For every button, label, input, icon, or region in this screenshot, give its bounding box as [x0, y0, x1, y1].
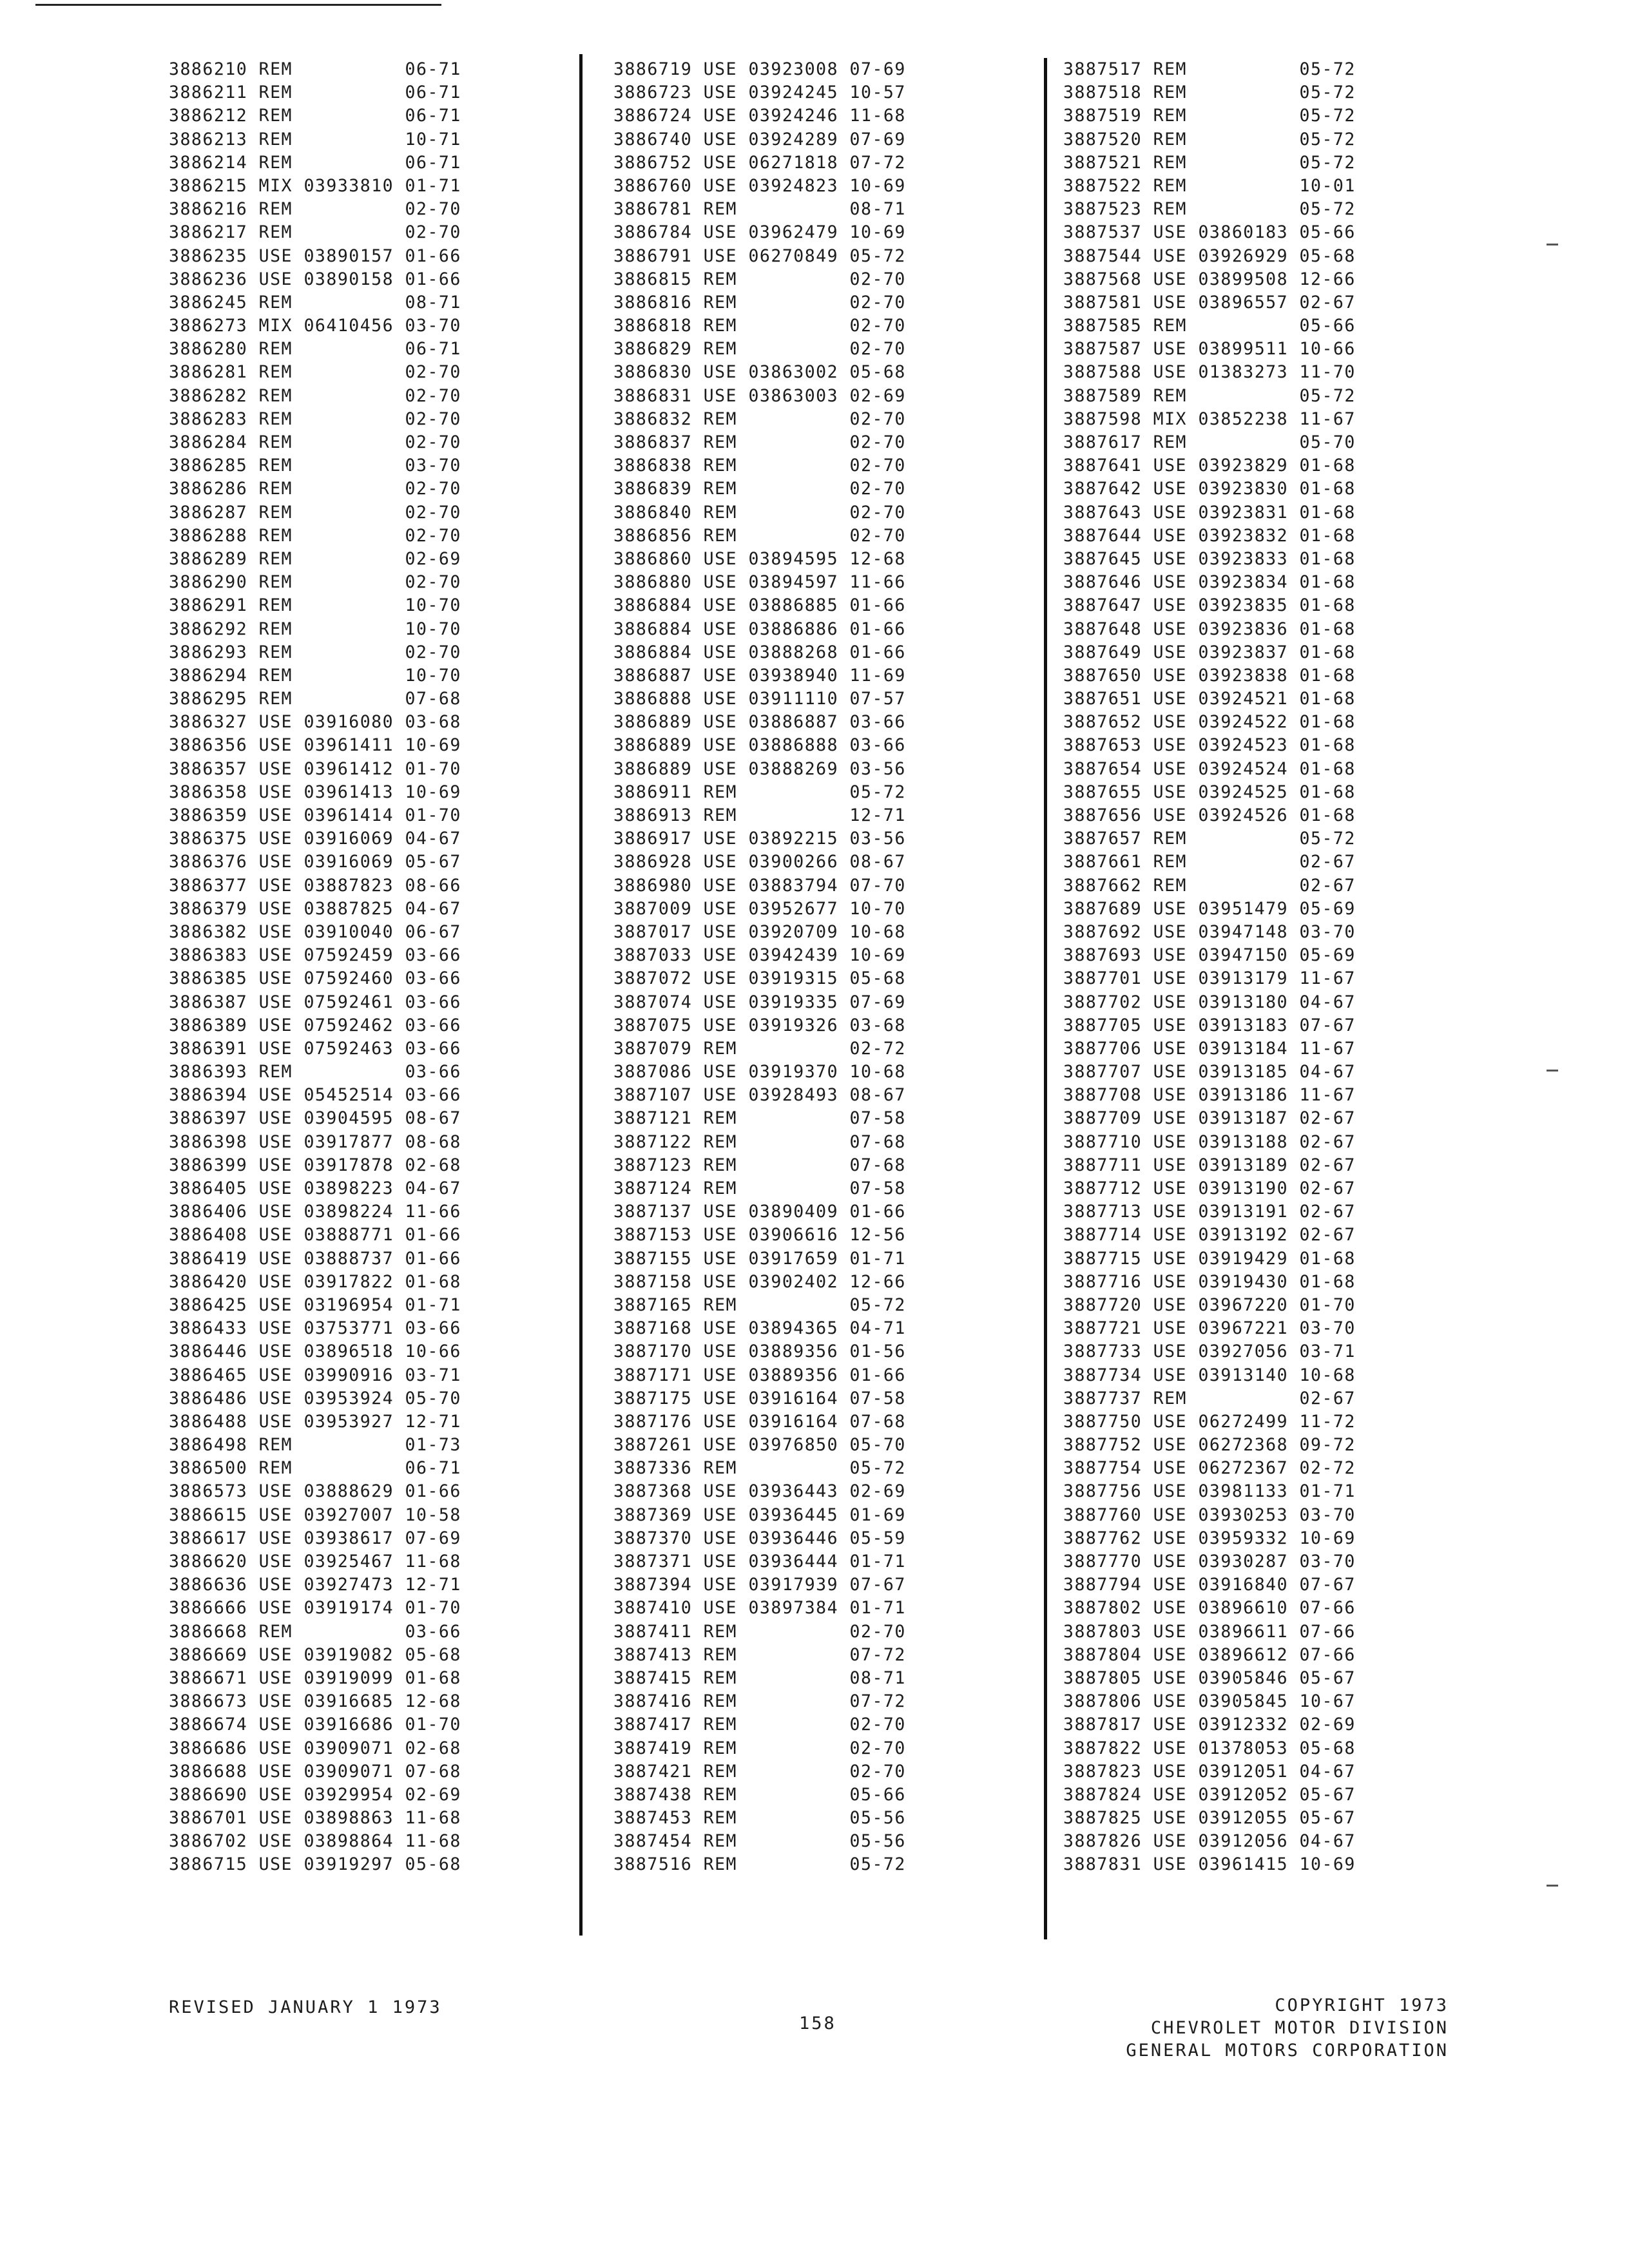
part-row: 3887648 USE 03923836 01-68: [1063, 619, 1356, 639]
margin-mark: [1547, 244, 1558, 245]
part-row: 3887168 USE 03894365 04-71: [613, 1318, 906, 1339]
part-row: 3887124 REM 07-58: [613, 1178, 906, 1198]
part-row: 3886213 REM 10-71: [169, 129, 461, 149]
part-row: 3886217 REM 02-70: [169, 222, 461, 243]
part-row: 3887411 REM 02-70: [613, 1621, 906, 1642]
part-row: 3886286 REM 02-70: [169, 479, 461, 499]
part-row: 3887009 USE 03952677 10-70: [613, 898, 906, 919]
part-row: 3887705 USE 03913183 07-67: [1063, 1015, 1356, 1035]
part-row: 3886394 USE 05452514 03-66: [169, 1085, 461, 1106]
part-row: 3886760 USE 03924823 10-69: [613, 175, 906, 196]
part-row: 3887655 USE 03924525 01-68: [1063, 782, 1356, 802]
part-row: 3886880 USE 03894597 11-66: [613, 572, 906, 593]
part-row: 3886389 USE 07592462 03-66: [169, 1015, 461, 1035]
part-row: 3886398 USE 03917877 08-68: [169, 1131, 461, 1152]
part-row: 3887716 USE 03919430 01-68: [1063, 1271, 1356, 1292]
part-row: 3887657 REM 05-72: [1063, 829, 1356, 849]
part-row: 3887794 USE 03916840 07-67: [1063, 1575, 1356, 1595]
part-row: 3887176 USE 03916164 07-68: [613, 1411, 906, 1432]
part-row: 3887708 USE 03913186 11-67: [1063, 1085, 1356, 1106]
part-row: 3886701 USE 03898863 11-68: [169, 1808, 461, 1829]
part-row: 3887692 USE 03947148 03-70: [1063, 921, 1356, 942]
part-row: 3887419 REM 02-70: [613, 1738, 906, 1758]
part-row: 3887417 REM 02-70: [613, 1715, 906, 1735]
part-row: 3886832 REM 02-70: [613, 408, 906, 429]
part-row: 3886289 REM 02-69: [169, 548, 461, 569]
part-row: 3887410 USE 03897384 01-71: [613, 1598, 906, 1619]
part-row: 3887693 USE 03947150 05-69: [1063, 945, 1356, 966]
part-row: 3887158 USE 03902402 12-66: [613, 1271, 906, 1292]
part-row: 3887646 USE 03923834 01-68: [1063, 572, 1356, 593]
part-row: 3886216 REM 02-70: [169, 199, 461, 220]
part-row: 3887822 USE 01378053 05-68: [1063, 1738, 1356, 1758]
part-row: 3887656 USE 03924526 01-68: [1063, 805, 1356, 825]
part-row: 3887171 USE 03889356 01-66: [613, 1365, 906, 1385]
part-row: 3887713 USE 03913191 02-67: [1063, 1202, 1356, 1222]
part-row: 3887709 USE 03913187 02-67: [1063, 1108, 1356, 1129]
part-row: 3887415 REM 08-71: [613, 1667, 906, 1688]
part-row: 3887438 REM 05-66: [613, 1784, 906, 1805]
part-row: 3887715 USE 03919429 01-68: [1063, 1248, 1356, 1269]
part-row: 3886671 USE 03919099 01-68: [169, 1667, 461, 1688]
part-row: 3887643 USE 03923831 01-68: [1063, 502, 1356, 523]
part-row: 3887336 REM 05-72: [613, 1458, 906, 1479]
part-row: 3887122 REM 07-68: [613, 1131, 906, 1152]
part-row: 3886669 USE 03919082 05-68: [169, 1644, 461, 1665]
part-row: 3887617 REM 05-70: [1063, 432, 1356, 452]
part-row: 3887170 USE 03889356 01-56: [613, 1341, 906, 1362]
part-row: 3886283 REM 02-70: [169, 408, 461, 429]
part-row: 3886928 USE 03900266 08-67: [613, 852, 906, 872]
part-row: 3887756 USE 03981133 01-71: [1063, 1481, 1356, 1502]
part-row: 3887706 USE 03913184 11-67: [1063, 1038, 1356, 1059]
part-row: 3886281 REM 02-70: [169, 362, 461, 383]
part-row: 3886236 USE 03890158 01-66: [169, 269, 461, 289]
part-row: 3887153 USE 03906616 12-56: [613, 1225, 906, 1245]
part-row: 3887086 USE 03919370 10-68: [613, 1062, 906, 1082]
part-row: 3887137 USE 03890409 01-66: [613, 1202, 906, 1222]
part-row: 3886636 USE 03927473 12-71: [169, 1575, 461, 1595]
part-row: 3886376 USE 03916069 05-67: [169, 852, 461, 872]
part-row: 3887710 USE 03913188 02-67: [1063, 1131, 1356, 1152]
part-row: 3887642 USE 03923830 01-68: [1063, 479, 1356, 499]
part-row: 3886285 REM 03-70: [169, 456, 461, 476]
copyright-block: [1126, 1994, 1449, 2062]
part-row: 3886273 MIX 06410456 03-70: [169, 316, 461, 336]
part-row: 3886375 USE 03916069 04-67: [169, 829, 461, 849]
part-row: 3886829 REM 02-70: [613, 339, 906, 360]
part-row: 3886617 USE 03938617 07-69: [169, 1528, 461, 1548]
part-row: 3887454 REM 05-56: [613, 1831, 906, 1852]
part-row: 3886816 REM 02-70: [613, 292, 906, 312]
part-row: 3887394 USE 03917939 07-67: [613, 1575, 906, 1595]
part-row: 3887720 USE 03967220 01-70: [1063, 1294, 1356, 1315]
part-row: 3887644 USE 03923832 01-68: [1063, 525, 1356, 546]
part-row: 3887371 USE 03936444 01-71: [613, 1552, 906, 1571]
part-row: 3886668 REM 03-66: [169, 1621, 461, 1642]
part-row: 3886838 REM 02-70: [613, 456, 906, 476]
part-row: 3887519 REM 05-72: [1063, 106, 1356, 126]
part-row: 3886815 REM 02-70: [613, 269, 906, 289]
part-row: 3887585 REM 05-66: [1063, 316, 1356, 336]
part-row: 3886284 REM 02-70: [169, 432, 461, 452]
part-row: 3886393 REM 03-66: [169, 1062, 461, 1082]
part-row: 3886294 REM 10-70: [169, 665, 461, 686]
part-row: 3886210 REM 06-71: [169, 59, 461, 79]
part-row: 3887825 USE 03912055 05-67: [1063, 1808, 1356, 1829]
part-row: 3887588 USE 01383273 11-70: [1063, 362, 1356, 383]
part-row: 3887544 USE 03926929 05-68: [1063, 245, 1356, 266]
part-row: 3886293 REM 02-70: [169, 642, 461, 662]
part-row: 3886486 USE 03953924 05-70: [169, 1388, 461, 1408]
part-row: 3886211 REM 06-71: [169, 82, 461, 103]
part-row: 3886419 USE 03888737 01-66: [169, 1248, 461, 1269]
part-row: 3886818 REM 02-70: [613, 316, 906, 336]
part-row: 3887453 REM 05-56: [613, 1808, 906, 1829]
part-row: 3886465 USE 03990916 03-71: [169, 1365, 461, 1385]
part-row: 3886889 USE 03886888 03-66: [613, 735, 906, 756]
part-row: 3886791 USE 06270849 05-72: [613, 245, 906, 266]
part-row: 3887033 USE 03942439 10-69: [613, 945, 906, 966]
part-row: 3886884 USE 03888268 01-66: [613, 642, 906, 662]
part-row: 3887641 USE 03923829 01-68: [1063, 456, 1356, 476]
part-row: 3887826 USE 03912056 04-67: [1063, 1831, 1356, 1852]
part-row: 3887075 USE 03919326 03-68: [613, 1015, 906, 1035]
part-row: 3886839 REM 02-70: [613, 479, 906, 499]
part-row: 3887701 USE 03913179 11-67: [1063, 968, 1356, 989]
part-row: 3887712 USE 03913190 02-67: [1063, 1178, 1356, 1198]
part-row: 3887598 MIX 03852238 11-67: [1063, 408, 1356, 429]
part-row: 3887413 REM 07-72: [613, 1644, 906, 1665]
part-row: 3886884 USE 03886885 01-66: [613, 595, 906, 616]
part-row: 3886673 USE 03916685 12-68: [169, 1691, 461, 1712]
copyright-line: COPYRIGHT 1973: [1275, 1995, 1449, 2015]
part-row: 3886408 USE 03888771 01-66: [169, 1225, 461, 1245]
part-row: 3886488 USE 03953927 12-71: [169, 1411, 461, 1432]
part-row: 3887416 REM 07-72: [613, 1691, 906, 1712]
part-row: 3887654 USE 03924524 01-68: [1063, 758, 1356, 779]
part-row: 3886382 USE 03910040 06-67: [169, 921, 461, 942]
part-row: 3886688 USE 03909071 07-68: [169, 1761, 461, 1782]
part-row: 3887702 USE 03913180 04-67: [1063, 992, 1356, 1012]
part-row: 3886887 USE 03938940 11-69: [613, 665, 906, 686]
part-row: 3887568 USE 03899508 12-66: [1063, 269, 1356, 289]
part-row: 3886856 REM 02-70: [613, 525, 906, 546]
part-row: 3887733 USE 03927056 03-71: [1063, 1341, 1356, 1362]
part-row: 3886420 USE 03917822 01-68: [169, 1271, 461, 1292]
page-number: 158: [799, 2013, 836, 2033]
part-row: 3886280 REM 06-71: [169, 339, 461, 360]
part-row: 3886620 USE 03925467 11-68: [169, 1552, 461, 1571]
part-row: 3886889 USE 03888269 03-56: [613, 758, 906, 779]
part-row: 3887817 USE 03912332 02-69: [1063, 1715, 1356, 1735]
part-row: 3886911 REM 05-72: [613, 782, 906, 802]
part-row: 3886715 USE 03919297 05-68: [169, 1854, 461, 1875]
part-row: 3887587 USE 03899511 10-66: [1063, 339, 1356, 360]
top-rule: [35, 4, 441, 6]
part-row: 3887017 USE 03920709 10-68: [613, 921, 906, 942]
part-row: 3886884 USE 03886886 01-66: [613, 619, 906, 639]
part-row: 3886214 REM 06-71: [169, 152, 461, 173]
part-row: 3886498 REM 01-73: [169, 1435, 461, 1456]
part-row: 3886405 USE 03898223 04-67: [169, 1178, 461, 1198]
part-row: 3887123 REM 07-68: [613, 1155, 906, 1175]
part-row: 3887165 REM 05-72: [613, 1294, 906, 1315]
margin-mark: [1547, 1070, 1558, 1072]
column-separator-1: [579, 54, 583, 1936]
part-row: 3887734 USE 03913140 10-68: [1063, 1365, 1356, 1385]
part-row: 3886383 USE 07592459 03-66: [169, 945, 461, 966]
part-row: 3886385 USE 07592460 03-66: [169, 968, 461, 989]
part-row: 3887370 USE 03936446 05-59: [613, 1528, 906, 1548]
part-row: 3887107 USE 03928493 08-67: [613, 1085, 906, 1106]
part-row: 3886357 USE 03961412 01-70: [169, 758, 461, 779]
part-row: 3887651 USE 03924521 01-68: [1063, 689, 1356, 709]
part-row: 3887760 USE 03930253 03-70: [1063, 1504, 1356, 1525]
part-row: 3886740 USE 03924289 07-69: [613, 129, 906, 149]
part-row: 3887261 USE 03976850 05-70: [613, 1435, 906, 1456]
corporation-line: GENERAL MOTORS CORPORATION: [1126, 2041, 1449, 2061]
part-row: 3886702 USE 03898864 11-68: [169, 1831, 461, 1852]
part-row: 3886888 USE 03911110 07-57: [613, 689, 906, 709]
part-row: 3886290 REM 02-70: [169, 572, 461, 593]
part-row: 3886212 REM 06-71: [169, 106, 461, 126]
parts-column-3: [1063, 58, 1356, 1877]
part-row: 3887121 REM 07-58: [613, 1108, 906, 1129]
part-row: 3886291 REM 10-70: [169, 595, 461, 616]
part-row: 3886327 USE 03916080 03-68: [169, 712, 461, 733]
part-row: 3887689 USE 03951479 05-69: [1063, 898, 1356, 919]
part-row: 3887750 USE 06272499 11-72: [1063, 1411, 1356, 1432]
part-row: 3887369 USE 03936445 01-69: [613, 1504, 906, 1525]
division-line: CHEVROLET MOTOR DIVISION: [1150, 2018, 1449, 2038]
part-row: 3886690 USE 03929954 02-69: [169, 1784, 461, 1805]
parts-column-1: [169, 58, 461, 1877]
part-row: 3887737 REM 02-67: [1063, 1388, 1356, 1408]
part-row: 3887072 USE 03919315 05-68: [613, 968, 906, 989]
part-row: 3887589 REM 05-72: [1063, 385, 1356, 406]
part-row: 3886674 USE 03916686 01-70: [169, 1715, 461, 1735]
part-row: 3886752 USE 06271818 07-72: [613, 152, 906, 173]
part-row: 3886433 USE 03753771 03-66: [169, 1318, 461, 1339]
part-row: 3886724 USE 03924246 11-68: [613, 106, 906, 126]
part-row: 3886391 USE 07592463 03-66: [169, 1038, 461, 1059]
part-row: 3887650 USE 03923838 01-68: [1063, 665, 1356, 686]
part-row: 3886917 USE 03892215 03-56: [613, 829, 906, 849]
part-row: 3886686 USE 03909071 02-68: [169, 1738, 461, 1758]
part-row: 3886666 USE 03919174 01-70: [169, 1598, 461, 1619]
part-row: 3887661 REM 02-67: [1063, 852, 1356, 872]
part-row: 3887522 REM 10-01: [1063, 175, 1356, 196]
part-row: 3886387 USE 07592461 03-66: [169, 992, 461, 1012]
part-row: 3886913 REM 12-71: [613, 805, 906, 825]
part-row: 3887721 USE 03967221 03-70: [1063, 1318, 1356, 1339]
part-row: 3887079 REM 02-72: [613, 1038, 906, 1059]
part-row: 3886356 USE 03961411 10-69: [169, 735, 461, 756]
part-row: 3886719 USE 03923008 07-69: [613, 59, 906, 79]
part-row: 3886215 MIX 03933810 01-71: [169, 175, 461, 196]
part-row: 3886840 REM 02-70: [613, 502, 906, 523]
part-row: 3887806 USE 03905845 10-67: [1063, 1691, 1356, 1712]
part-row: 3887770 USE 03930287 03-70: [1063, 1552, 1356, 1571]
part-row: 3886615 USE 03927007 10-58: [169, 1504, 461, 1525]
part-row: 3887421 REM 02-70: [613, 1761, 906, 1782]
part-row: 3887523 REM 05-72: [1063, 199, 1356, 220]
part-row: 3887754 USE 06272367 02-72: [1063, 1458, 1356, 1479]
part-row: 3886288 REM 02-70: [169, 525, 461, 546]
part-row: 3886723 USE 03924245 10-57: [613, 82, 906, 103]
part-row: 3886837 REM 02-70: [613, 432, 906, 452]
part-row: 3887155 USE 03917659 01-71: [613, 1248, 906, 1269]
part-row: 3886292 REM 10-70: [169, 619, 461, 639]
part-row: 3886831 USE 03863003 02-69: [613, 385, 906, 406]
part-row: 3887823 USE 03912051 04-67: [1063, 1761, 1356, 1782]
part-row: 3887824 USE 03912052 05-67: [1063, 1784, 1356, 1805]
part-row: 3886500 REM 06-71: [169, 1458, 461, 1479]
part-row: 3887707 USE 03913185 04-67: [1063, 1062, 1356, 1082]
part-row: 3886784 USE 03962479 10-69: [613, 222, 906, 243]
part-row: 3887804 USE 03896612 07-66: [1063, 1644, 1356, 1665]
part-row: 3887516 REM 05-72: [613, 1854, 906, 1875]
part-row: 3887518 REM 05-72: [1063, 82, 1356, 103]
part-row: 3886399 USE 03917878 02-68: [169, 1155, 461, 1175]
part-row: 3886377 USE 03887823 08-66: [169, 875, 461, 896]
part-row: 3887803 USE 03896611 07-66: [1063, 1621, 1356, 1642]
part-row: 3886235 USE 03890157 01-66: [169, 245, 461, 266]
part-row: 3886379 USE 03887825 04-67: [169, 898, 461, 919]
part-row: 3887802 USE 03896610 07-66: [1063, 1598, 1356, 1619]
part-row: 3886358 USE 03961413 10-69: [169, 782, 461, 802]
part-row: 3886980 USE 03883794 07-70: [613, 875, 906, 896]
part-row: 3886245 REM 08-71: [169, 292, 461, 312]
part-row: 3886295 REM 07-68: [169, 689, 461, 709]
part-row: 3887714 USE 03913192 02-67: [1063, 1225, 1356, 1245]
part-row: 3887752 USE 06272368 09-72: [1063, 1435, 1356, 1456]
part-row: 3886406 USE 03898224 11-66: [169, 1202, 461, 1222]
part-row: 3887647 USE 03923835 01-68: [1063, 595, 1356, 616]
part-row: 3886889 USE 03886887 03-66: [613, 712, 906, 733]
parts-column-2: [613, 58, 906, 1877]
part-row: 3886287 REM 02-70: [169, 502, 461, 523]
part-row: 3887762 USE 03959332 10-69: [1063, 1528, 1356, 1548]
part-row: 3886830 USE 03863002 05-68: [613, 362, 906, 383]
part-row: 3886781 REM 08-71: [613, 199, 906, 220]
column-separator-2: [1044, 58, 1047, 1939]
part-row: 3887368 USE 03936443 02-69: [613, 1481, 906, 1502]
part-row: 3886860 USE 03894595 12-68: [613, 548, 906, 569]
part-row: 3887831 USE 03961415 10-69: [1063, 1854, 1356, 1875]
part-row: 3886397 USE 03904595 08-67: [169, 1108, 461, 1129]
part-row: 3887711 USE 03913189 02-67: [1063, 1155, 1356, 1175]
part-row: 3887581 USE 03896557 02-67: [1063, 292, 1356, 312]
part-row: 3887537 USE 03860183 05-66: [1063, 222, 1356, 243]
part-row: 3886282 REM 02-70: [169, 385, 461, 406]
part-row: 3887175 USE 03916164 07-58: [613, 1388, 906, 1408]
part-row: 3887520 REM 05-72: [1063, 129, 1356, 149]
part-row: 3886425 USE 03196954 01-71: [169, 1294, 461, 1315]
part-row: 3886359 USE 03961414 01-70: [169, 805, 461, 825]
revised-date: REVISED JANUARY 1 1973: [169, 1997, 442, 2017]
part-row: 3887652 USE 03924522 01-68: [1063, 712, 1356, 733]
part-row: 3887653 USE 03924523 01-68: [1063, 735, 1356, 756]
part-row: 3886446 USE 03896518 10-66: [169, 1341, 461, 1362]
part-row: 3886573 USE 03888629 01-66: [169, 1481, 461, 1502]
part-row: 3887517 REM 05-72: [1063, 59, 1356, 79]
margin-mark: [1547, 1885, 1558, 1887]
part-row: 3887521 REM 05-72: [1063, 152, 1356, 173]
part-row: 3887662 REM 02-67: [1063, 875, 1356, 896]
part-row: 3887645 USE 03923833 01-68: [1063, 548, 1356, 569]
part-row: 3887074 USE 03919335 07-69: [613, 992, 906, 1012]
part-row: 3887805 USE 03905846 05-67: [1063, 1667, 1356, 1688]
part-row: 3887649 USE 03923837 01-68: [1063, 642, 1356, 662]
